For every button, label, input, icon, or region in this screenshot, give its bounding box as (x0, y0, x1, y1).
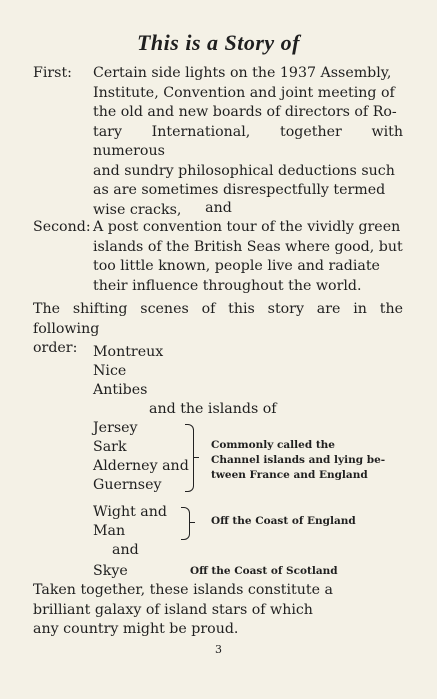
first-line: the old and new boards of directors of Ro- (93, 104, 397, 120)
first-line: as are sometimes disrespectfully termed (93, 182, 386, 198)
scotland-island-item: Skye (93, 563, 128, 579)
and-connector: and (112, 542, 139, 558)
place-item: Antibes (93, 382, 148, 398)
channel-island-item: Jersey (93, 420, 138, 436)
england-note: Off the Coast of England (211, 515, 356, 527)
shifting-paragraph (33, 300, 403, 359)
islands-intro: and the islands of (149, 401, 277, 417)
shifting-line: order: (33, 340, 78, 356)
channel-island-item: Sark (93, 439, 127, 455)
england-brace-tip (190, 522, 195, 523)
page-title: This is a Story of (136, 30, 301, 55)
channel-brace (185, 424, 194, 492)
second-line: too little known, people live and radiate (93, 258, 380, 274)
second-line: A post convention tour of the vividly green (93, 219, 401, 235)
place-item: Montreux (93, 344, 164, 360)
place-item: Nice (93, 363, 127, 379)
scotland-note: Off the Coast of Scotland (190, 565, 338, 577)
second-line: islands of the British Seas where good, but (93, 238, 403, 255)
channel-note-line: Commonly called the (211, 439, 335, 451)
channel-island-item: Alderney and (93, 458, 189, 474)
first-line: tary International, together with numerous (93, 123, 403, 159)
first-line: Institute, Convention and joint meeting of (93, 84, 395, 101)
closing-line: any country might be proud. (33, 621, 239, 637)
second-label: Second: (33, 219, 91, 235)
and-separator: and (205, 200, 232, 216)
channel-note-line: Channel islands and lying be- (211, 454, 386, 466)
closing-paragraph (33, 581, 403, 640)
page-number: 3 (215, 643, 222, 656)
second-paragraph (93, 218, 403, 296)
second-line: their influence throughout the world. (93, 277, 362, 294)
england-brace (181, 507, 190, 540)
first-line: wise cracks, (93, 201, 182, 218)
first-label: First: (33, 65, 72, 81)
first-line: Certain side lights on the 1937 Assembly, (93, 65, 392, 81)
channel-note (211, 438, 385, 483)
channel-island-item: Guernsey (93, 477, 162, 493)
england-island-item: Man (93, 523, 126, 539)
shifting-line: The shifting scenes of this story are in the following (33, 301, 403, 337)
first-line: and sundry philosophical deductions such (93, 162, 395, 179)
closing-line: Taken together, these islands constitute a (33, 582, 333, 598)
first-paragraph (93, 64, 403, 220)
channel-brace-tip (194, 457, 199, 458)
closing-line: brilliant galaxy of island stars of which (33, 601, 313, 618)
channel-note-line: tween France and England (211, 469, 368, 481)
england-island-item: Wight and (93, 504, 167, 520)
